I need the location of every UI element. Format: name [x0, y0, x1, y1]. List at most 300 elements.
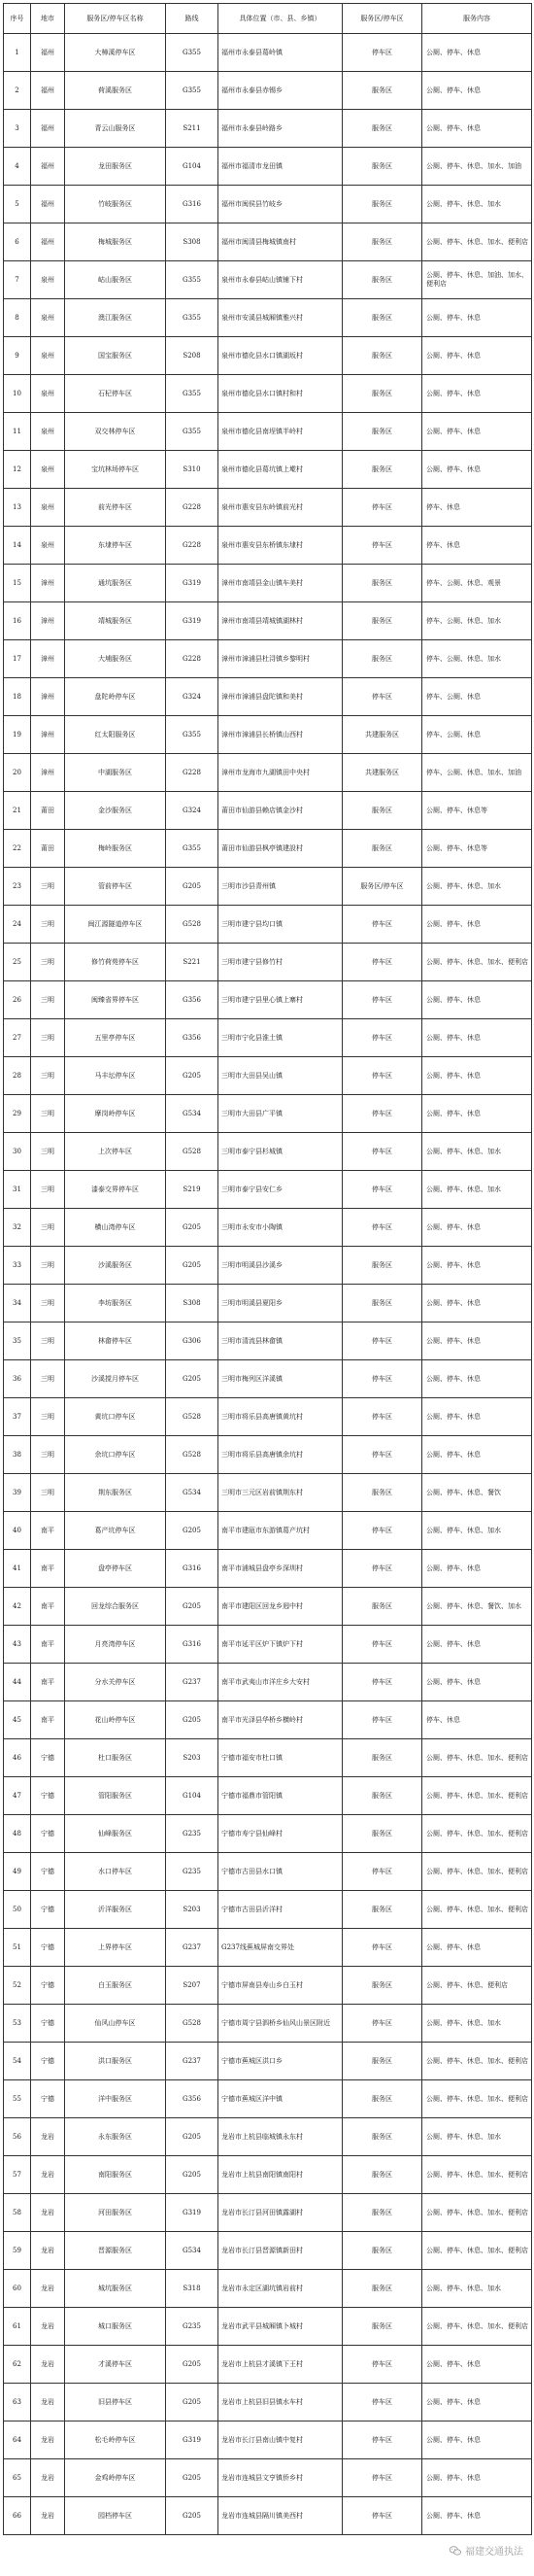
cell-area-name: 靖城服务区	[65, 602, 166, 640]
cell-area-name: 洪口服务区	[65, 2043, 166, 2080]
cell-city: 宁德	[31, 1967, 65, 2005]
cell-area-type: 共建服务区	[343, 754, 422, 792]
table-row	[4, 2346, 532, 2384]
cell-route: G205	[166, 1512, 218, 1550]
cell-location: 龙岩市连城县文亨镇侨乡村	[218, 2459, 343, 2497]
cell-city: 龙岩	[31, 2459, 65, 2497]
cell-city: 南平	[31, 1512, 65, 1550]
table-row	[4, 2308, 532, 2346]
cell-index: 21	[4, 792, 31, 830]
cell-route: G235	[166, 2308, 218, 2346]
cell-city: 三明	[31, 906, 65, 944]
table-row	[4, 223, 532, 261]
cell-services: 公厕、停车、休息	[422, 1436, 532, 1474]
cell-index: 36	[4, 1360, 31, 1398]
table-row	[4, 1285, 532, 1322]
table-row	[4, 1891, 532, 1929]
table-row	[4, 1626, 532, 1664]
cell-area-type: 服务区	[343, 451, 422, 489]
cell-location: 宁德市蕉城区洪口乡	[218, 2043, 343, 2080]
table-row	[4, 1588, 532, 1626]
cell-area-type: 服务区	[343, 413, 422, 451]
cell-city: 宁德	[31, 1739, 65, 1777]
cell-index: 16	[4, 602, 31, 640]
cell-location: 宁德市福鼎市管阳镇	[218, 1777, 343, 1815]
cell-location: 三明市泰宁县杉城镇	[218, 1133, 343, 1171]
cell-location: 南平市武夷山市洋庄乡大安村	[218, 1664, 343, 1701]
cell-area-type: 服务区	[343, 1474, 422, 1512]
cell-location: 漳州市漳浦县杜浔镇乡黎明村	[218, 640, 343, 678]
cell-area-type: 停车区	[343, 2384, 422, 2421]
cell-city: 福州	[31, 186, 65, 223]
cell-route: G356	[166, 2080, 218, 2118]
cell-area-type: 停车区	[343, 1701, 422, 1739]
cell-index: 31	[4, 1171, 31, 1209]
cell-services: 停车、公厕、休息	[422, 716, 532, 754]
header-city: 地市	[31, 4, 65, 34]
cell-index: 49	[4, 1853, 31, 1891]
cell-route: G205	[166, 2384, 218, 2421]
cell-area-name: 白玉服务区	[65, 1967, 166, 2005]
table-row	[4, 1739, 532, 1777]
cell-route: S221	[166, 944, 218, 981]
cell-services: 停车、公厕、休息、加水、加油	[422, 754, 532, 792]
cell-location: 漳州市南靖县金山镇车美村	[218, 565, 343, 602]
cell-services: 公厕、停车、休息、加水	[422, 2005, 532, 2043]
cell-index: 12	[4, 451, 31, 489]
cell-services: 公厕、停车、休息	[422, 1664, 532, 1701]
cell-route: G205	[166, 1247, 218, 1285]
cell-location: 泉州市德化县水口镇村和村	[218, 375, 343, 413]
cell-location: 宁德市周宁县泗桥乡仙风山景区附近	[218, 2005, 343, 2043]
cell-index: 51	[4, 1929, 31, 1967]
cell-city: 南平	[31, 1664, 65, 1701]
table-row	[4, 1815, 532, 1853]
table-row	[4, 375, 532, 413]
cell-route: S211	[166, 110, 218, 148]
table-row	[4, 678, 532, 716]
cell-city: 龙岩	[31, 2384, 65, 2421]
cell-services: 公厕、停车、休息	[422, 34, 532, 72]
cell-index: 19	[4, 716, 31, 754]
cell-area-type: 服务区	[343, 2156, 422, 2194]
table-row	[4, 34, 532, 72]
cell-area-name: 管阳服务区	[65, 1777, 166, 1815]
table-row	[4, 2384, 532, 2421]
cell-index: 40	[4, 1512, 31, 1550]
cell-services: 公厕、停车、休息、加水、便利店	[422, 1777, 532, 1815]
cell-city: 三明	[31, 1285, 65, 1322]
cell-location: 泉州市德化县水口镇湖坂村	[218, 337, 343, 375]
cell-location: 三明市将乐县高唐镇余坑村	[218, 1436, 343, 1474]
cell-services: 公厕、停车、休息	[422, 2459, 532, 2497]
cell-index: 15	[4, 565, 31, 602]
cell-services: 公厕、停车、休息	[422, 1360, 532, 1398]
cell-services: 公厕、停车、休息、加水	[422, 1133, 532, 1171]
cell-services: 停车、公厕、休息、加水	[422, 640, 532, 678]
cell-route: G235	[166, 1853, 218, 1891]
cell-city: 莆田	[31, 792, 65, 830]
cell-location: 龙岩市上杭县临城镇永东村	[218, 2118, 343, 2156]
cell-services: 公厕、停车、休息等	[422, 792, 532, 830]
cell-route: G528	[166, 2005, 218, 2043]
cell-city: 福州	[31, 110, 65, 148]
cell-index: 26	[4, 981, 31, 1019]
cell-location: 福州市闽清县梅城镇南村	[218, 223, 343, 261]
cell-route: G205	[166, 2459, 218, 2497]
cell-city: 泉州	[31, 375, 65, 413]
table-row	[4, 1133, 532, 1171]
cell-route: G355	[166, 72, 218, 110]
cell-index: 59	[4, 2232, 31, 2270]
cell-route: G356	[166, 1019, 218, 1057]
cell-location: 宁德市屏南县寿山乡白玉村	[218, 1967, 343, 2005]
cell-location: 泉州市永春县岵山镇铺下村	[218, 261, 343, 299]
table-row	[4, 299, 532, 337]
cell-area-type: 停车区	[343, 2459, 422, 2497]
cell-location: 龙岩市连城县隔川镇美西村	[218, 2497, 343, 2535]
cell-city: 泉州	[31, 261, 65, 299]
cell-route: G104	[166, 148, 218, 186]
cell-index: 54	[4, 2043, 31, 2080]
cell-services: 公厕、停车、休息	[422, 413, 532, 451]
table-row	[4, 1322, 532, 1360]
cell-city: 漳州	[31, 716, 65, 754]
cell-index: 56	[4, 2118, 31, 2156]
cell-area-name: 闽江源隧道停车区	[65, 906, 166, 944]
cell-area-type: 停车区	[343, 1853, 422, 1891]
cell-area-name: 城坑服务区	[65, 2270, 166, 2308]
cell-city: 南平	[31, 1550, 65, 1588]
cell-area-type: 停车区	[343, 1512, 422, 1550]
cell-route: G306	[166, 1322, 218, 1360]
table-row	[4, 981, 532, 1019]
cell-services: 公厕、停车、休息、加水	[422, 186, 532, 223]
table-row	[4, 1095, 532, 1133]
cell-city: 龙岩	[31, 2194, 65, 2232]
cell-location: 漳州市漳浦县长桥镇山西村	[218, 716, 343, 754]
cell-index: 64	[4, 2421, 31, 2459]
cell-services: 公厕、停车、休息	[422, 1057, 532, 1095]
cell-area-name: 宝坑林场停车区	[65, 451, 166, 489]
cell-city: 三明	[31, 944, 65, 981]
cell-route: S203	[166, 1891, 218, 1929]
cell-area-type: 服务区	[343, 602, 422, 640]
cell-city: 泉州	[31, 337, 65, 375]
cell-location: 莆田市仙游县枫亭镇建設村	[218, 830, 343, 868]
cell-route: S207	[166, 1967, 218, 2005]
cell-services: 公厕、停车、休息、加水、便利店	[422, 944, 532, 981]
cell-location: 宁德市寿宁县仙峰村	[218, 1815, 343, 1853]
cell-index: 34	[4, 1285, 31, 1322]
table-row	[4, 2194, 532, 2232]
table-header-row	[4, 4, 532, 34]
cell-route: G235	[166, 1815, 218, 1853]
cell-route: G205	[166, 1588, 218, 1626]
cell-area-type: 服务区	[343, 261, 422, 299]
cell-area-name: 龙田服务区	[65, 148, 166, 186]
cell-services: 公厕、停车、休息、加水	[422, 1512, 532, 1550]
cell-location: 福州市永泰县岭路乡	[218, 110, 343, 148]
cell-location: 三明市梅列区洋溪镇	[218, 1360, 343, 1398]
cell-route: S208	[166, 337, 218, 375]
cell-area-name: 修竹荷苑停车区	[65, 944, 166, 981]
cell-services: 公厕、停车、休息、加水、便利店	[422, 2308, 532, 2346]
cell-route: G356	[166, 981, 218, 1019]
cell-area-type: 服务区	[343, 792, 422, 830]
table-body	[4, 34, 532, 2535]
cell-services: 公厕、停车、休息	[422, 2421, 532, 2459]
cell-area-name: 分水关停车区	[65, 1664, 166, 1701]
cell-route: G237	[166, 1929, 218, 1967]
table-row	[4, 868, 532, 906]
cell-location: G237线蕉城屏南交界处	[218, 1929, 343, 1967]
cell-area-type: 服务区	[343, 1815, 422, 1853]
cell-services: 公厕、停车、休息、加水	[422, 2118, 532, 2156]
cell-route: G324	[166, 678, 218, 716]
cell-city: 宁德	[31, 1929, 65, 1967]
cell-city: 三明	[31, 1322, 65, 1360]
cell-route: S219	[166, 1171, 218, 1209]
cell-city: 泉州	[31, 527, 65, 565]
cell-area-name: 杜口服务区	[65, 1739, 166, 1777]
table-row	[4, 2421, 532, 2459]
table-row	[4, 337, 532, 375]
cell-services: 公厕、停车、休息、餐饮	[422, 1474, 532, 1512]
cell-area-name: 马丰坛停车区	[65, 1057, 166, 1095]
cell-city: 泉州	[31, 413, 65, 451]
cell-location: 泉州市惠安县东岭镇前光村	[218, 489, 343, 527]
cell-area-name: 通坑服务区	[65, 565, 166, 602]
table-row	[4, 110, 532, 148]
cell-city: 漳州	[31, 602, 65, 640]
cell-index: 23	[4, 868, 31, 906]
cell-area-name: 摩岗岭停车区	[65, 1095, 166, 1133]
cell-city: 福州	[31, 34, 65, 72]
cell-area-name: 东埭停车区	[65, 527, 166, 565]
cell-area-name: 园档停车区	[65, 2497, 166, 2535]
cell-services: 公厕、停车、休息	[422, 375, 532, 413]
cell-area-name: 五里亭停车区	[65, 1019, 166, 1057]
cell-city: 龙岩	[31, 2156, 65, 2194]
cell-route: G355	[166, 299, 218, 337]
cell-route: G355	[166, 830, 218, 868]
cell-location: 福州市永泰县赤锡乡	[218, 72, 343, 110]
cell-route: G237	[166, 1664, 218, 1701]
table-row	[4, 413, 532, 451]
cell-route: G528	[166, 1398, 218, 1436]
cell-services: 公厕、停车、休息	[422, 337, 532, 375]
cell-area-name: 回龙综合服务区	[65, 1588, 166, 1626]
cell-area-type: 停车区	[343, 1550, 422, 1588]
cell-services: 公厕、停车、休息、加水、便利店	[422, 1739, 532, 1777]
cell-services: 公厕、停车、休息、加水、便利店	[422, 1891, 532, 1929]
table-row	[4, 1701, 532, 1739]
cell-route: G205	[166, 2156, 218, 2194]
table-row	[4, 1664, 532, 1701]
cell-location: 龙岩市长汀县晋源镇新田村	[218, 2232, 343, 2270]
cell-route: G205	[166, 1057, 218, 1095]
cell-route: G237	[166, 2043, 218, 2080]
cell-area-name: 大埔服务区	[65, 640, 166, 678]
cell-services: 公厕、停车、休息	[422, 299, 532, 337]
header-services: 服务内容	[422, 4, 532, 34]
cell-services: 停车、公厕、休息、观景	[422, 565, 532, 602]
cell-area-name: 旧县停车区	[65, 2384, 166, 2421]
cell-area-name: 中湖服务区	[65, 754, 166, 792]
cell-area-name: 林畲停车区	[65, 1322, 166, 1360]
table-row	[4, 1929, 532, 1967]
cell-services: 公厕、停车、休息	[422, 1929, 532, 1967]
cell-area-name: 竹岐服务区	[65, 186, 166, 223]
cell-location: 南平市延平区炉下镇炉下村	[218, 1626, 343, 1664]
cell-area-type: 服务区	[343, 223, 422, 261]
header-location: 具体位置（市、县、乡镇）	[218, 4, 343, 34]
cell-area-type: 服务区	[343, 2232, 422, 2270]
cell-area-type: 服务区	[343, 2118, 422, 2156]
cell-location: 宁德市古田县水口镇	[218, 1853, 343, 1891]
cell-services: 公厕、停车、休息	[422, 981, 532, 1019]
cell-index: 47	[4, 1777, 31, 1815]
cell-area-name: 松毛岭停车区	[65, 2421, 166, 2459]
cell-area-name: 岵山服务区	[65, 261, 166, 299]
cell-location: 三明市三元区岩前镇荆东村	[218, 1474, 343, 1512]
cell-index: 43	[4, 1626, 31, 1664]
table-row	[4, 527, 532, 565]
cell-area-name: 国宝服务区	[65, 337, 166, 375]
cell-area-name: 双交林停车区	[65, 413, 166, 451]
cell-area-name: 盘亭停车区	[65, 1550, 166, 1588]
cell-location: 三明市将乐县高唐镇黄坑村	[218, 1398, 343, 1436]
cell-area-type: 服务区	[343, 1739, 422, 1777]
cell-services: 公厕、停车、休息、加水、便利店	[422, 2232, 532, 2270]
cell-area-type: 停车区	[343, 678, 422, 716]
cell-location: 宁德市古田县沂洋村	[218, 1891, 343, 1929]
cell-area-name: 沙溪搅月停车区	[65, 1360, 166, 1398]
cell-area-type: 停车区	[343, 1398, 422, 1436]
cell-area-name: 盘陀岭停车区	[65, 678, 166, 716]
table-row	[4, 792, 532, 830]
cell-city: 三明	[31, 981, 65, 1019]
cell-area-name: 梅岭服务区	[65, 830, 166, 868]
cell-area-name: 上次停车区	[65, 1133, 166, 1171]
cell-services: 公厕、停车、休息、加水、便利店	[422, 223, 532, 261]
cell-area-type: 停车区	[343, 1664, 422, 1701]
cell-services: 公厕、停车、休息、加水、便利店	[422, 1853, 532, 1891]
cell-route: S308	[166, 1285, 218, 1322]
cell-index: 5	[4, 186, 31, 223]
cell-index: 4	[4, 148, 31, 186]
cell-location: 泉州市惠安县东桥镇东埭村	[218, 527, 343, 565]
cell-area-type: 停车区	[343, 2421, 422, 2459]
cell-services: 公厕、停车、休息	[422, 2497, 532, 2535]
cell-area-type: 停车区	[343, 1322, 422, 1360]
cell-city: 南平	[31, 1701, 65, 1739]
cell-route: G104	[166, 1777, 218, 1815]
cell-route: G528	[166, 906, 218, 944]
cell-city: 莆田	[31, 830, 65, 868]
cell-route: G355	[166, 34, 218, 72]
cell-location: 宁德市福安市杜口镇	[218, 1739, 343, 1777]
cell-route: G319	[166, 602, 218, 640]
cell-city: 龙岩	[31, 2421, 65, 2459]
cell-area-type: 停车区	[343, 1626, 422, 1664]
cell-index: 37	[4, 1398, 31, 1436]
cell-location: 三明市宁化县淮土镇	[218, 1019, 343, 1057]
cell-city: 三明	[31, 1436, 65, 1474]
cell-index: 46	[4, 1739, 31, 1777]
table-row	[4, 2118, 532, 2156]
cell-area-name: 永东服务区	[65, 2118, 166, 2156]
header-index: 序号	[4, 4, 31, 34]
cell-area-type: 服务区	[343, 2080, 422, 2118]
cell-city: 三明	[31, 1247, 65, 1285]
cell-services: 停车、公厕、休息	[422, 678, 532, 716]
table-row	[4, 2232, 532, 2270]
cell-city: 三明	[31, 1057, 65, 1095]
cell-route: S318	[166, 2270, 218, 2308]
cell-services: 公厕、停车、休息	[422, 1019, 532, 1057]
cell-area-type: 停车区	[343, 1171, 422, 1209]
table-row	[4, 2497, 532, 2535]
cell-area-name: 李坊服务区	[65, 1285, 166, 1322]
cell-city: 泉州	[31, 451, 65, 489]
cell-index: 61	[4, 2308, 31, 2346]
cell-location: 莆田市仙游县赖店镇金沙村	[218, 792, 343, 830]
cell-index: 38	[4, 1436, 31, 1474]
cell-services: 公厕、停车、休息	[422, 110, 532, 148]
cell-area-name: 洋中服务区	[65, 2080, 166, 2118]
table-row	[4, 1436, 532, 1474]
table-row	[4, 2080, 532, 2118]
cell-area-type: 服务区	[343, 186, 422, 223]
cell-area-type: 服务区/停车区	[343, 868, 422, 906]
table-row	[4, 2459, 532, 2497]
cell-city: 三明	[31, 1474, 65, 1512]
cell-area-type: 服务区	[343, 337, 422, 375]
cell-area-type: 服务区	[343, 1285, 422, 1322]
table-row	[4, 565, 532, 602]
watermark	[446, 2542, 526, 2559]
cell-area-type: 服务区	[343, 1777, 422, 1815]
cell-city: 漳州	[31, 678, 65, 716]
cell-location: 泉州市德化县葛坑镇上墘村	[218, 451, 343, 489]
cell-route: G534	[166, 1474, 218, 1512]
cell-area-type: 服务区	[343, 565, 422, 602]
table-row	[4, 1019, 532, 1057]
cell-area-type: 停车区	[343, 1360, 422, 1398]
cell-area-name: 才溪停车区	[65, 2346, 166, 2384]
cell-area-name: 管前停车区	[65, 868, 166, 906]
table-row	[4, 2270, 532, 2308]
table-row	[4, 640, 532, 678]
cell-route: G205	[166, 1209, 218, 1247]
table-row	[4, 944, 532, 981]
header-area-name: 服务区/停车区名称	[65, 4, 166, 34]
cell-city: 宁德	[31, 1853, 65, 1891]
table-row	[4, 1360, 532, 1398]
cell-location: 三明市永安市小陶镇	[218, 1209, 343, 1247]
cell-route: G205	[166, 1360, 218, 1398]
cell-area-name: 余坑口停车区	[65, 1436, 166, 1474]
cell-area-type: 停车区	[343, 1057, 422, 1095]
service-area-table	[3, 3, 532, 2535]
cell-index: 62	[4, 2346, 31, 2384]
cell-location: 龙岩市长汀县南山镇中复村	[218, 2421, 343, 2459]
cell-area-name: 闽臻省界停车区	[65, 981, 166, 1019]
cell-index: 58	[4, 2194, 31, 2232]
cell-area-type: 停车区	[343, 1209, 422, 1247]
